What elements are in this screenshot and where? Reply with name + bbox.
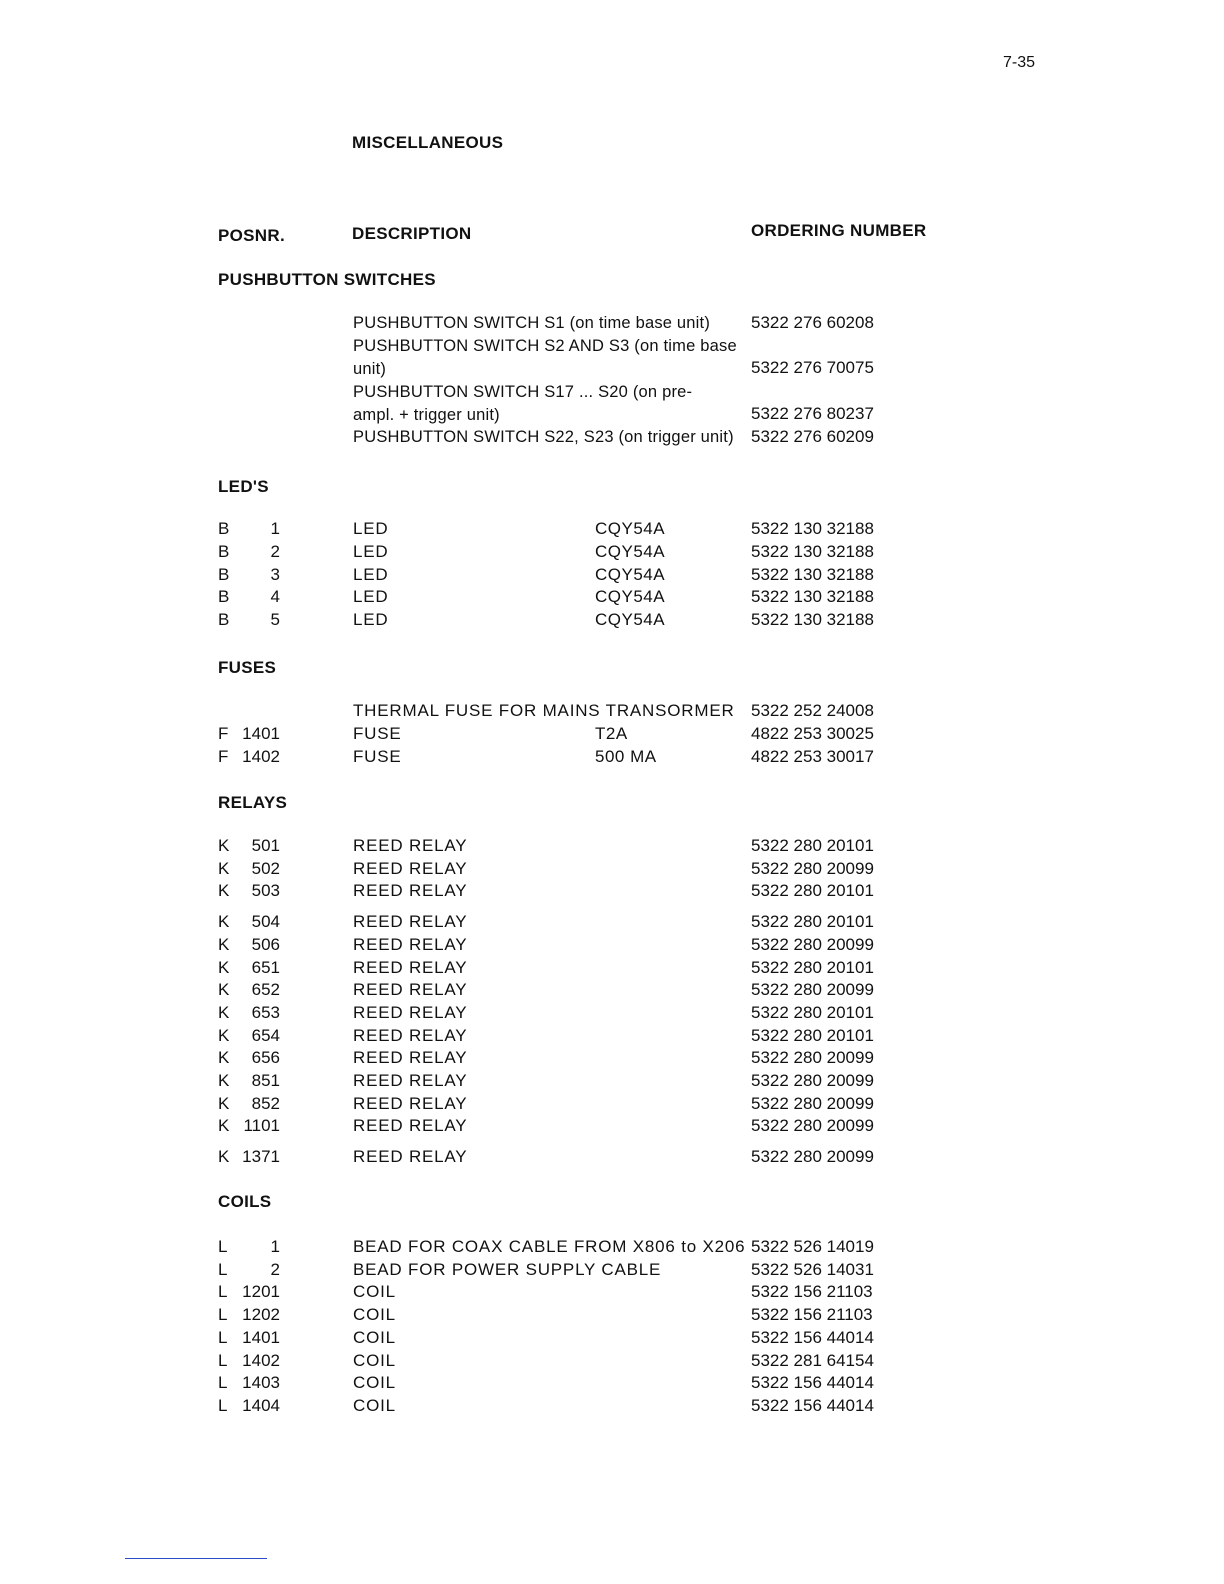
description: REED RELAY <box>353 980 468 1000</box>
table-row <box>0 1147 1224 1170</box>
description: REED RELAY <box>353 1025 468 1045</box>
type-value: CQY54A <box>595 564 666 584</box>
type-value: T2A <box>595 723 628 743</box>
section-heading-leds: LED'S <box>218 477 269 496</box>
posnr-prefix: L <box>218 1259 228 1279</box>
ordering-number: 5322 526 14019 <box>751 1237 874 1256</box>
table-row <box>0 859 1224 882</box>
footer-rule <box>125 1558 267 1559</box>
type-value: CQY54A <box>595 519 666 538</box>
table-row <box>0 542 1224 565</box>
posnr-number: 506 <box>251 934 280 954</box>
posnr-prefix: B <box>218 541 230 561</box>
ordering-number: 5322 130 32188 <box>751 587 874 607</box>
posnr-number: 1402 <box>242 746 280 766</box>
ordering-number: 5322 280 20099 <box>751 934 874 954</box>
posnr-prefix: L <box>218 1350 228 1370</box>
description: REED RELAY <box>353 1002 468 1022</box>
pushbutton-ordering-number: 5322 276 70075 <box>751 358 874 377</box>
table-row <box>0 1305 1224 1328</box>
description: REED RELAY <box>353 858 468 878</box>
pushbutton-description-continued: ampl. + trigger unit) <box>353 406 500 424</box>
table-row <box>0 1237 1224 1260</box>
table-row <box>0 587 1224 610</box>
posnr-prefix: B <box>218 587 230 607</box>
posnr-prefix: K <box>218 858 230 878</box>
ordering-number: 5322 280 20099 <box>751 1093 874 1113</box>
posnr-number: 1403 <box>242 1373 280 1393</box>
posnr-number: 651 <box>251 957 280 977</box>
page-title: MISCELLANEOUS <box>352 133 504 152</box>
table-row <box>0 1282 1224 1305</box>
posnr-number: 656 <box>251 1048 280 1068</box>
ordering-number: 5322 281 64154 <box>751 1350 874 1370</box>
description: COIL <box>353 1350 396 1370</box>
posnr-number: 1402 <box>242 1350 280 1370</box>
ordering-number: 4822 253 30025 <box>751 723 874 743</box>
pushbutton-description: PUSHBUTTON SWITCH S22, S23 (on trigger unit) <box>353 428 734 446</box>
posnr-prefix: K <box>218 1147 230 1167</box>
posnr-prefix: B <box>218 564 230 584</box>
posnr-number: 1 <box>270 1237 280 1256</box>
posnr-number: 2 <box>270 541 280 561</box>
posnr-prefix: L <box>218 1395 228 1415</box>
description: LED <box>353 541 389 561</box>
table-row <box>0 1026 1224 1049</box>
section-heading-relays: RELAYS <box>218 793 288 812</box>
posnr-prefix: B <box>218 610 230 630</box>
description: REED RELAY <box>353 836 468 855</box>
description: BEAD FOR COAX CABLE FROM X806 to X206 <box>353 1237 746 1256</box>
ordering-number: 5322 156 44014 <box>751 1373 874 1393</box>
ordering-number: 5322 280 20099 <box>751 1147 874 1167</box>
ordering-number: 5322 156 21103 <box>751 1305 873 1325</box>
posnr-number: 1401 <box>242 1327 280 1347</box>
posnr-prefix: L <box>218 1327 228 1347</box>
section-heading-fuses: FUSES <box>218 658 277 677</box>
ordering-number: 5322 280 20099 <box>751 1116 874 1136</box>
posnr-number: 652 <box>251 980 280 1000</box>
posnr-number: 504 <box>251 912 280 932</box>
column-header-ordering-number: ORDERING NUMBER <box>751 221 927 240</box>
ordering-number: 5322 280 20101 <box>751 836 874 855</box>
table-row <box>0 1260 1224 1283</box>
table-row <box>0 610 1224 633</box>
posnr-prefix: L <box>218 1373 228 1393</box>
posnr-prefix: F <box>218 723 229 743</box>
description: COIL <box>353 1305 396 1325</box>
posnr-number: 654 <box>251 1025 280 1045</box>
posnr-number: 4 <box>270 587 280 607</box>
description: REED RELAY <box>353 934 468 954</box>
ordering-number: 5322 156 44014 <box>751 1327 874 1347</box>
posnr-number: 502 <box>251 858 280 878</box>
ordering-number: 5322 280 20101 <box>751 957 874 977</box>
posnr-number: 1371 <box>242 1147 280 1167</box>
ordering-number: 5322 280 20099 <box>751 858 874 878</box>
posnr-number: 1 <box>270 519 280 538</box>
table-row <box>0 724 1224 747</box>
table-row <box>0 1328 1224 1351</box>
type-value: 500 MA <box>595 746 657 766</box>
description: COIL <box>353 1282 396 1302</box>
table-row <box>0 1094 1224 1117</box>
section-heading-pushbutton-switches: PUSHBUTTON SWITCHES <box>218 270 436 289</box>
type-value: CQY54A <box>595 610 666 630</box>
ordering-number: 4822 253 30017 <box>751 746 874 766</box>
posnr-prefix: K <box>218 1093 230 1113</box>
page-number: 7-35 <box>1003 54 1036 71</box>
column-header-description: DESCRIPTION <box>352 224 472 243</box>
posnr-prefix: K <box>218 912 230 932</box>
posnr-number: 1202 <box>242 1305 280 1325</box>
posnr-prefix: L <box>218 1237 228 1256</box>
description: COIL <box>353 1327 396 1347</box>
table-row <box>0 1373 1224 1396</box>
pushbutton-description: PUSHBUTTON SWITCH S17 ... S20 (on pre- <box>353 383 693 401</box>
ordering-number: 5322 156 21103 <box>751 1282 873 1302</box>
table-row <box>0 836 1224 859</box>
table-row <box>0 881 1224 904</box>
description: REED RELAY <box>353 1071 468 1090</box>
posnr-prefix: B <box>218 519 230 538</box>
description: LED <box>353 587 389 607</box>
description: COIL <box>353 1395 396 1415</box>
posnr-number: 852 <box>251 1093 280 1113</box>
posnr-prefix: K <box>218 881 230 901</box>
posnr-number: 3 <box>270 564 280 584</box>
description: REED RELAY <box>353 1048 468 1068</box>
pushbutton-ordering-number: 5322 276 60209 <box>751 427 874 446</box>
ordering-number: 5322 130 32188 <box>751 610 874 630</box>
description: THERMAL FUSE FOR MAINS TRANSORMER <box>353 701 735 720</box>
posnr-number: 503 <box>251 881 280 901</box>
table-row <box>0 1071 1224 1094</box>
pushbutton-description: PUSHBUTTON SWITCH S2 AND S3 (on time base <box>353 337 737 355</box>
table-row <box>0 1003 1224 1026</box>
posnr-prefix: K <box>218 957 230 977</box>
posnr-number: 1401 <box>242 723 280 743</box>
posnr-number: 2 <box>270 1259 280 1279</box>
table-row <box>0 980 1224 1003</box>
posnr-prefix: F <box>218 746 229 766</box>
table-row <box>0 747 1224 770</box>
posnr-number: 653 <box>251 1002 280 1022</box>
table-row <box>0 1116 1224 1139</box>
description: BEAD FOR POWER SUPPLY CABLE <box>353 1259 662 1279</box>
posnr-number: 1404 <box>242 1395 280 1415</box>
ordering-number: 5322 526 14031 <box>751 1259 874 1279</box>
pushbutton-ordering-number: 5322 276 80237 <box>751 404 874 423</box>
description: REED RELAY <box>353 912 468 932</box>
posnr-prefix: K <box>218 1002 230 1022</box>
posnr-number: 1101 <box>243 1116 280 1136</box>
table-row <box>0 565 1224 588</box>
description: LED <box>353 564 389 584</box>
description: FUSE <box>353 723 402 743</box>
posnr-number: 501 <box>251 836 280 855</box>
posnr-prefix: L <box>218 1282 228 1302</box>
posnr-prefix: K <box>218 1116 230 1136</box>
posnr-prefix: K <box>218 934 230 954</box>
column-header-posnr: POSNR. <box>218 226 285 245</box>
ordering-number: 5322 130 32188 <box>751 564 874 584</box>
type-value: CQY54A <box>595 541 666 561</box>
ordering-number: 5322 280 20099 <box>751 1071 874 1090</box>
pushbutton-description-continued: unit) <box>353 360 387 378</box>
section-heading-coils: COILS <box>218 1192 272 1211</box>
table-row <box>0 958 1224 981</box>
table-row <box>0 912 1224 935</box>
description: REED RELAY <box>353 881 468 901</box>
table-row <box>0 701 1224 724</box>
table-row <box>0 935 1224 958</box>
posnr-prefix: K <box>218 1048 230 1068</box>
table-row <box>0 1048 1224 1071</box>
ordering-number: 5322 280 20099 <box>751 980 874 1000</box>
ordering-number: 5322 280 20101 <box>751 1025 874 1045</box>
description: REED RELAY <box>353 1116 468 1136</box>
table-row <box>0 1396 1224 1419</box>
pushbutton-ordering-number: 5322 276 60208 <box>751 313 874 332</box>
description: FUSE <box>353 746 402 766</box>
posnr-number: 5 <box>270 610 280 630</box>
description: LED <box>353 610 389 630</box>
table-row <box>0 519 1224 542</box>
posnr-prefix: K <box>218 980 230 1000</box>
ordering-number: 5322 280 20101 <box>751 881 874 901</box>
description: REED RELAY <box>353 1147 468 1167</box>
type-value: CQY54A <box>595 587 666 607</box>
ordering-number: 5322 280 20101 <box>751 912 874 932</box>
posnr-prefix: L <box>218 1305 228 1325</box>
description: COIL <box>353 1373 396 1393</box>
pushbutton-description: PUSHBUTTON SWITCH S1 (on time base unit) <box>353 314 711 332</box>
posnr-prefix: K <box>218 1025 230 1045</box>
description: REED RELAY <box>353 957 468 977</box>
ordering-number: 5322 130 32188 <box>751 519 874 538</box>
description: LED <box>353 519 389 538</box>
ordering-number: 5322 252 24008 <box>751 701 874 720</box>
posnr-number: 851 <box>251 1071 280 1090</box>
description: REED RELAY <box>353 1093 468 1113</box>
ordering-number: 5322 280 20101 <box>751 1002 874 1022</box>
posnr-prefix: K <box>218 1071 230 1090</box>
table-row <box>0 1351 1224 1374</box>
posnr-prefix: K <box>218 836 230 855</box>
posnr-number: 1201 <box>242 1282 280 1302</box>
ordering-number: 5322 130 32188 <box>751 541 874 561</box>
ordering-number: 5322 156 44014 <box>751 1395 874 1415</box>
ordering-number: 5322 280 20099 <box>751 1048 874 1068</box>
